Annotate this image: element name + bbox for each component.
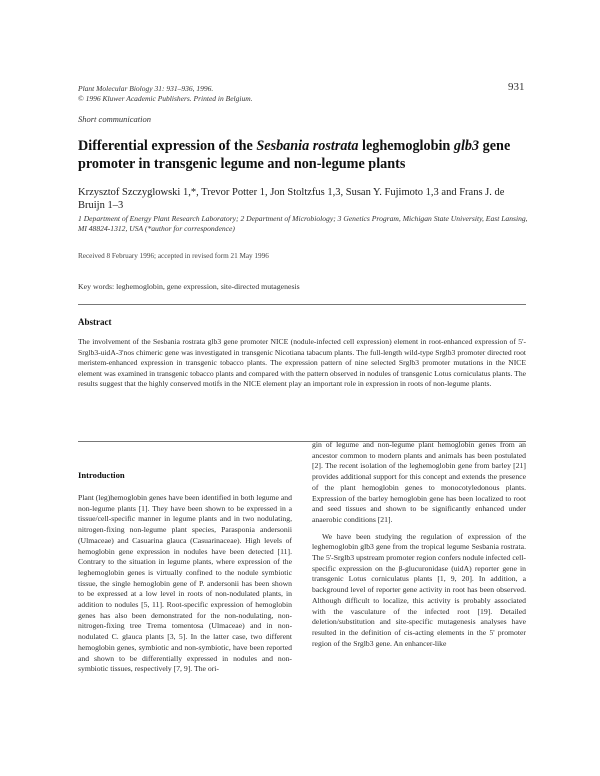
- title-part1: Differential expression of the: [78, 138, 257, 154]
- title-gene: glb3: [453, 138, 480, 154]
- page-number: 931: [508, 81, 525, 93]
- journal-header: [78, 84, 253, 104]
- abstract-heading: Abstract: [78, 317, 112, 327]
- affiliations: 1 Department of Energy Plant Research Laboratory; 2 Department of Microbiology; 3 Genetics Program, Michigan State University, East Lansing, MI 48824-1312, USA (*author for correspondence): [78, 214, 528, 233]
- intro-paragraph: gin of legume and non-legume plant hemoglobin genes from an ancestor common to modern plants and animals has been postulated [2]. The recent isolation of the leghemoglobin gene from barley [21] provides additional support for this concept and extends the presence of the plant hemoglobin genes to monocotyledonous plants. Expression of the barley hemoglobin gene has been localized to root and seed tissues and shown to be significantly enhanced under anaerobic conditions [21].: [312, 440, 526, 524]
- article-type: Short communication: [78, 114, 151, 124]
- article-title: [78, 137, 528, 173]
- title-part3: gene promoter in transgenic legume and non-legume plants: [78, 138, 511, 172]
- abstract-text: The involvement of the Sesbania rostrata glb3 gene promoter NICE (nodule-infected cell expression) element in root-enhanced expression of 5'-Srglb3-uidA-3'nos chimeric gene was investigated in transgenic Nicotiana tabacum plants. The full-length wild-type Srglb3 promoter directed root meristem-enhanced expression in transgenic tobacco plants. The expression pattern of nine selected Srglb3 promoter mutations in the NICE element was examined in transgenic tobacco plants and compared with the pattern observed in nodules of transgenic Lotus corniculatus plants. The results suggest that the highly conserved motifs in the NICE element play an important role in expression in roots of non-legume plants.: [78, 337, 526, 389]
- introduction-heading: Introduction: [78, 470, 125, 480]
- keywords: Key words: leghemoglobin, gene expression, site-directed mutagenesis: [78, 282, 300, 291]
- title-part2: leghemoglobin: [358, 138, 454, 154]
- intro-paragraph: We have been studying the regulation of expression of the leghemoglobin glb3 gene from the tropical legume Sesbania rostrata. The 5'-Srglb3 upstream promoter region confers nodule infected cell-specific expression on the β-glucuronidase (uidA) reporter gene in transgenic Lotus corniculatus plants [1, 9, 20]. In addition, a background level of reporter gene activity in root has been observed. Although difficult to localize, this activity is probably associated with the vasculature of the infected root [19]. Detailed deletion/substitution and site-specific mutagenesis analyses have resulted in the definition of cis-acting elements in the 5' promoter region of the Srglb3 gene. An enhancer-like: [312, 531, 526, 648]
- divider: [78, 304, 526, 305]
- intro-paragraph: Plant (leg)hemoglobin genes have been identified in both legume and non-legume plants [1]. They have been shown to be expressed in a tissue/cell-specific manner in legume plants and in two nodulating, nitrogen-fixing non-legume plant species, Parasponia andersonii (Ulmaceae) and Casuarina glauca (Casuarinaceae). High levels of hemoglobin gene expression in nodules have been detected [11]. Contrary to the situation in legume plants, where expression of the leghemoglobin genes is virtually confined to the nodule symbiotic tissue, the single hemoglobin gene of P. andersonii has been shown to be expressed at a low level in roots of non-nodulated plants, in addition to nodules [5, 11]. Root-specific expression of hemoglobin genes has also been demonstrated for the non-nodulating, non-nitrogen-fixing tree Trema tomentosa (Ulmaceae) and in non-nodulated C. glauca plants [3, 5]. In the latter case, two different hemoglobin genes, symbiotic and non-symbiotic, have been reported and shown to be differentially expressed in nodules and non-symbiotic tissues, respectively [7, 9]. The ori-: [78, 493, 292, 674]
- right-column: [312, 440, 526, 655]
- received-dates: Received 8 February 1996; accepted in revised form 21 May 1996: [78, 252, 269, 260]
- left-column: [78, 493, 292, 681]
- copyright-line: © 1996 Kluwer Academic Publishers. Printed in Belgium.: [78, 94, 253, 103]
- journal-citation: Plant Molecular Biology 31: 931–936, 1996.: [78, 84, 214, 93]
- author-list: Krzysztof Szczyglowski 1,*, Trevor Potter 1, Jon Stoltzfus 1,3, Susan Y. Fujimoto 1,3 and Frans J. de Bruijn 1–3: [78, 187, 505, 211]
- title-species: Sesbania rostrata: [256, 138, 359, 154]
